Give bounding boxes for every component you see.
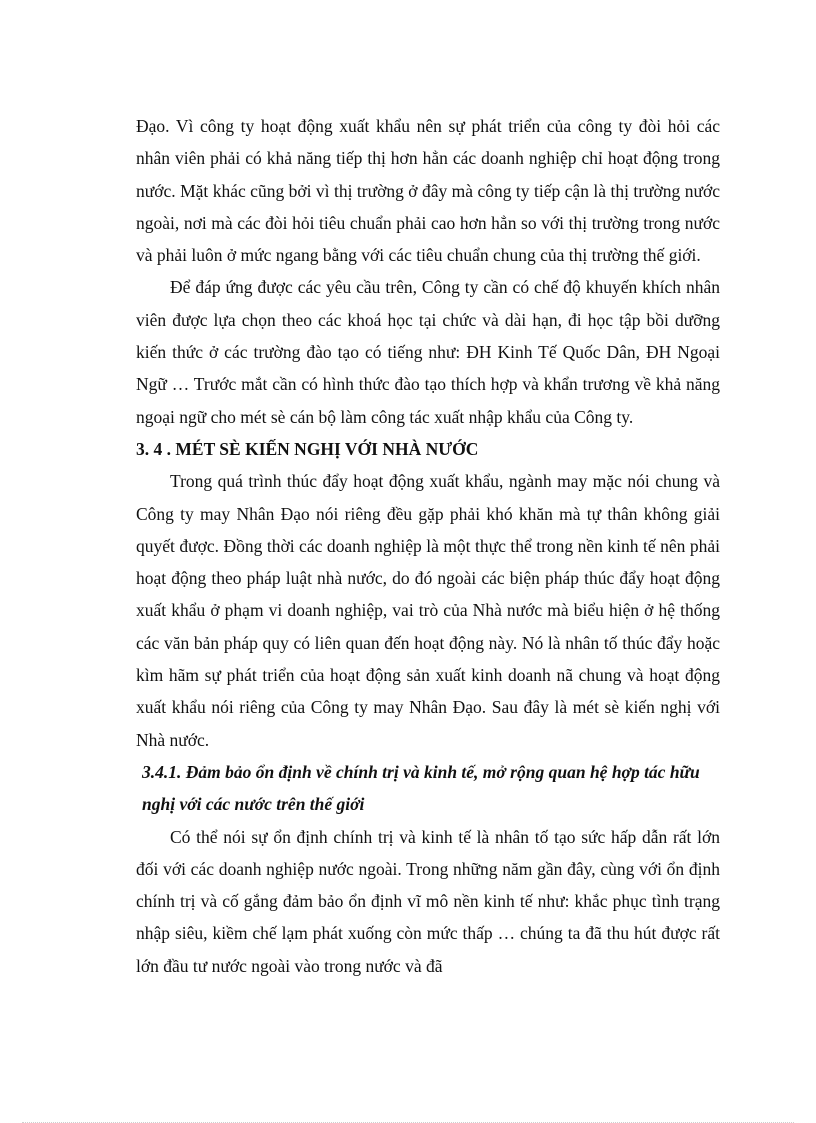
paragraph-state-role: Trong quá trình thúc đẩy hoạt động xuất khẩu, ngành may mặc nói chung và Công ty may Nhân Đạo nói riêng đều gặp phải khó khăn mà tự thân không giải quyết được. Đồng thời các doanh nghiệp là một thực thể trong nền kinh tế nên phải hoạt động theo pháp luật nhà nước, do đó ngoài các biện pháp thúc đẩy hoạt động xuất khẩu ở phạm vi doanh nghiệp, vai trò của Nhà nước mà biểu hiện ở hệ thống các văn bản pháp quy có liên quan đến hoạt động này. Nó là nhân tố thúc đẩy hoặc kìm hãm sự phát triển của hoạt động sản xuất kinh doanh nã chung và hoạt động xuất khẩu nói riêng của Công ty may Nhân Đạo. Sau đây là mét sè kiến nghị với Nhà nước. <box>136 471 720 750</box>
paragraph-stability: Có thể nói sự ổn định chính trị và kinh tế là nhân tố tạo sức hấp dẫn rất lớn đối với các doanh nghiệp nước ngoài. Trong những năm gần đây, cùng với ổn định chính trị và cố gắng đảm bảo ổn định vĩ mô nền kinh tế như: khắc phục tình trạng nhập siêu, kiềm chế lạm phát xuống còn mức thấp … chúng ta đã thu hút được rất lớn đầu tư nước ngoài vào trong nước và đã <box>136 826 720 976</box>
section-heading-recommendations: 3. 4 . MÉT SÈ KIẾN NGHỊ VỚI NHÀ NƯỚC <box>136 438 479 459</box>
paragraph-training: Để đáp ứng được các yêu cầu trên, Công ty cần có chế độ khuyến khích nhân viên được lựa chọn theo các khoá học tại chức và dài hạn, đi học tập bồi dưỡng kiến thức ở các trường đào tạo có tiếng như: ĐH Kinh Tế Quốc Dân, ĐH Ngoại Ngữ … Trước mắt cần có hình thức đào tạo thích hợp và khẩn trương về khả năng ngoại ngữ cho mét sè cán bộ làm công tác xuất nhập khẩu của Công ty. <box>136 277 720 427</box>
document-body <box>136 110 720 982</box>
paragraph-continuation: Đạo. Vì công ty hoạt động xuất khẩu nên sự phát triển của công ty đòi hỏi các nhân viên phải có khả năng tiếp thị hơn hẳn các doanh nghiệp chỉ hoạt động trong nước. Mặt khác cũng bởi vì thị trường ở đây mà công ty tiếp cận là thị trường nước ngoài, nơi mà các đòi hỏi tiêu chuẩn phải cao hơn hẳn so với thị trường trong nước và phải luôn ở mức ngang bằng với các tiêu chuẩn chung của thị trường thế giới. <box>136 116 720 266</box>
subsection-heading-stability: 3.4.1. Đảm bảo ổn định về chính trị và kinh tế, mở rộng quan hệ hợp tác hữu nghị với các nước trên thế giới <box>142 761 700 815</box>
